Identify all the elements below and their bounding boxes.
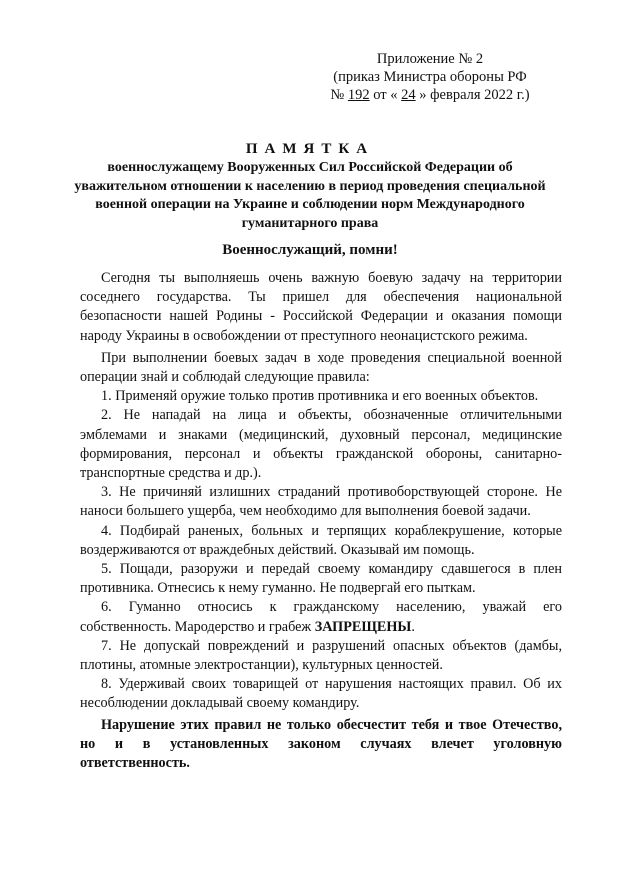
document-body: [80, 269, 562, 773]
document-title: [60, 140, 560, 233]
rule-1: 1. Применяй оружие только против противника и его военных объектов.: [101, 388, 539, 405]
order-date-suffix: » февраля 2022 г.): [415, 87, 530, 103]
appendix-line-1: Приложение № 2: [376, 51, 484, 67]
rule-6-emphasis: ЗАПРЕЩЕНЫ: [314, 618, 412, 635]
title-main: ПАМЯТКА: [245, 141, 375, 157]
rule-8: 8. Удерживай своих товарищей от нарушения настоящих правил. Об их несоблюдении докладывай своему командиру.: [80, 676, 562, 712]
order-date-prefix: от «: [369, 87, 402, 103]
rules-intro-paragraph: При выполнении боевых задач в ходе проведения специальной военной операции знай и соблюдай следующие правила:: [80, 349, 562, 386]
rule-6-end: .: [411, 618, 415, 635]
appendix-header: [300, 50, 560, 104]
rule-5: 5. Пощади, разоружи и передай своему командиру сдавшегося в плен противника. Отнесись к нему гуманно. Не подвергай его пыткам.: [80, 561, 562, 597]
rule-3: 3. Не причиняй излишних страданий противоборствующей стороне. Не наноси большего ущерба, чем необходимо для выполнения боевой задачи.: [80, 484, 562, 520]
rule-6-text: 6. Гуманно относись к гражданскому населению, уважай его собственность. Мародерство и грабеж: [80, 599, 562, 635]
slogan-heading: Военнослужащий, помни!: [222, 242, 398, 258]
intro-paragraph: Сегодня ты выполняешь очень важную боевую задачу на территории соседнего государства. Ты пришел для обеспечения национальной безопасности нашей Родины - Российской Федерации и оказания помощи народу Украины в освобождении от преступного неонацистского режима.: [80, 270, 562, 344]
rule-6: [80, 598, 562, 636]
order-number-prefix: №: [330, 87, 348, 103]
appendix-line-3: [300, 86, 560, 104]
order-day: 24: [401, 87, 416, 103]
title-subtitle: военнослужащему Вооруженных Сил Российской Федерации об уважительном отношении к населению в период проведения специальной военной операции на Украине и соблюдении норм Международного гуманитарного права: [74, 160, 546, 231]
rule-7: 7. Не допускай повреждений и разрушений опасных объектов (дамбы, плотины, атомные электростанции), культурных ценностей.: [80, 637, 562, 674]
rule-2: 2. Не нападай на лица и объекты, обозначенные отличительными эмблемами и знаками (медицинский, духовный персонал, медицинские формирования, персонал и объекты гражданской обороны, санитарно-транспортные средства и др.).: [80, 407, 562, 482]
rule-4: 4. Подбирай раненых, больных и терпящих кораблекрушение, которые воздерживаются от враждебных действий. Оказывай им помощь.: [80, 522, 562, 558]
final-warning: Нарушение этих правил не только обесчестит тебя и твое Отечество, но и в установленных законом случаях влечет уголовную ответственность.: [80, 716, 562, 772]
order-number: 192: [347, 87, 370, 103]
appendix-line-2: (приказ Министра обороны РФ: [333, 69, 527, 85]
